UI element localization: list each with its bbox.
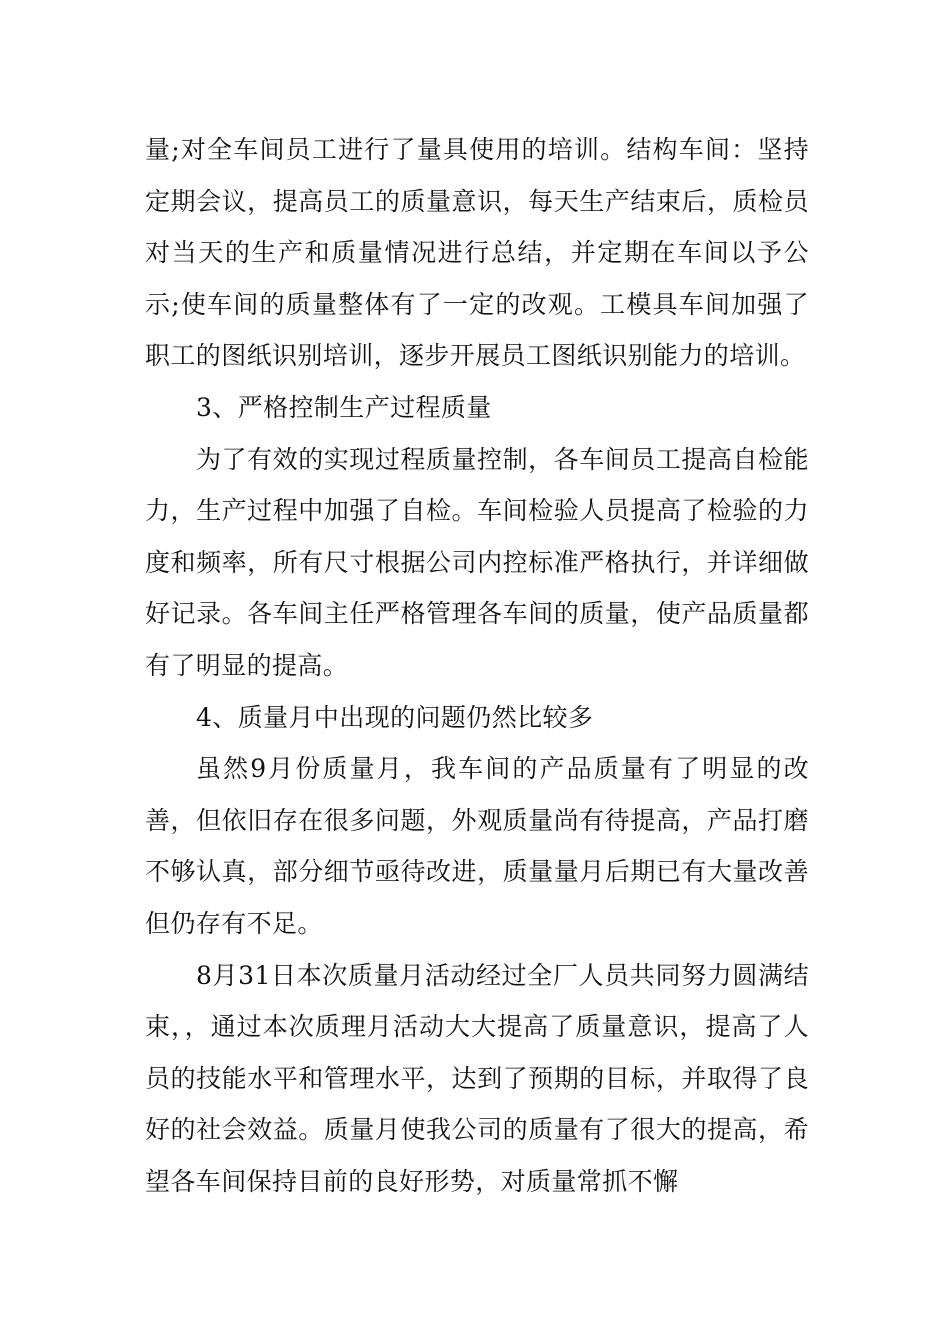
section-heading-remaining-issues: 4、质量月中出现的问题仍然比较多: [196, 702, 594, 732]
document-body: [145, 124, 809, 1207]
paragraph-training-summary: 量;对全车间员工进行了量具使用的培训。结构车间：坚持定期会议，提高员工的质量意识，每天生产结束后，质检员对当天的生产和质量情况进行总结，并定期在车间以予公示;使车间的质量整体有了一定的改观。工模具车间加强了职工的图纸识别培训，逐步开展员工图纸识别能力的培训。: [145, 135, 809, 371]
paragraph-remaining-issues: 虽然9月份质量月，我车间的产品质量有了明显的改善，但依旧存在很多问题，外观质量尚有待提高，产品打磨不够认真，部分细节亟待改进，质量量月后期已有大量改善但仍存有不足。: [145, 754, 809, 938]
paragraph-conclusion: 8月31日本次质量月活动经过全厂人员共同努力圆满结束，，通过本次质理月活动大大提高了质量意识，提高了人员的技能水平和管理水平，达到了预期的目标，并取得了良好的社会效益。质量月使我公司的质量有了很大的提高，希望各车间保持目前的良好形势，对质量常抓不懈: [145, 960, 809, 1196]
paragraph-process-control: 为了有效的实现过程质量控制，各车间员工提高自检能力，生产过程中加强了自检。车间检验人员提高了检验的力度和频率，所有尺寸根据公司内控标准严格执行，并详细做好记录。各车间主任严格管理各车间的质量，使产品质量都有了明显的提高。: [145, 444, 809, 680]
section-heading-process-quality: 3、严格控制生产过程质量: [196, 392, 492, 422]
